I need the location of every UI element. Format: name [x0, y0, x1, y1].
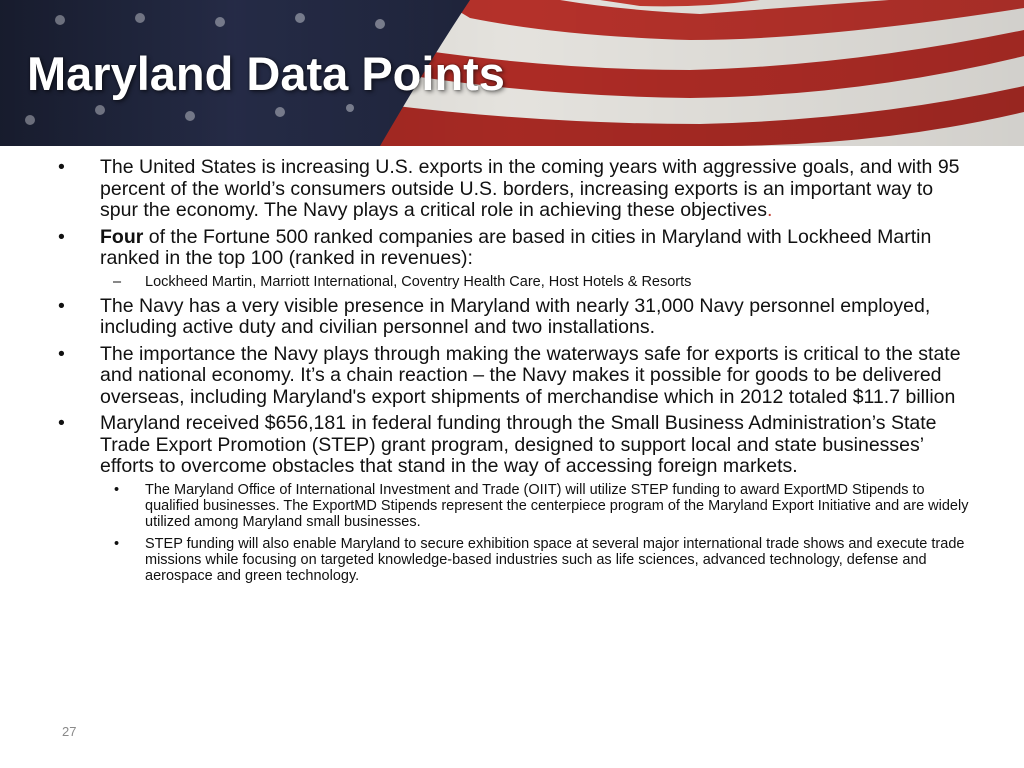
- sub-bullet-item: [54, 274, 969, 290]
- bullet-item: [54, 413, 969, 584]
- dash-marker: –: [113, 273, 122, 290]
- bullet-item: [54, 344, 969, 409]
- page-number: 27: [62, 724, 77, 739]
- bullet-text: of the Fortune 500 ranked companies are based in cities in Maryland with Lockheed Martin ranked in the top 100 (ranked in revenues):: [100, 225, 932, 269]
- sub-bullet-marker: •: [114, 481, 120, 498]
- bullet-marker: •: [58, 342, 65, 365]
- bullet-list: [54, 157, 969, 584]
- bullet-text-period: .: [766, 199, 773, 221]
- bullet-content: [54, 157, 969, 590]
- bullet-marker: •: [58, 412, 65, 434]
- bullet-text: The Navy has a very visible presence in Maryland with nearly 31,000 Navy personnel employed, including active duty and civilian personnel and two installations.: [100, 294, 931, 338]
- bullet-text: The United States is increasing U.S. exports in the coming years with aggressive goals, and with 95 percent of the world’s consumers outside U.S. borders, increasing exports is an important way to spur the economy. The Navy plays a critical role in achieving these objectives: [100, 156, 960, 221]
- slide-title: Maryland Data Points: [27, 47, 505, 100]
- sub-bullet-text: The Maryland Office of International Investment and Trade (OIIT) will utilize STEP funding to award ExportMD Stipends to qualified businesses. The ExportMD Stipends represent the centerpiece program of the Maryland Export Initiative and are widely utilized among Maryland small businesses.: [145, 481, 969, 530]
- bullet-marker: •: [58, 156, 65, 178]
- sub-bullet-item: [54, 536, 969, 584]
- sub-bullet-marker: •: [114, 535, 120, 552]
- bullet-marker: •: [58, 294, 65, 317]
- sub-bullet-text: Lockheed Martin, Marriott International, Coventry Health Care, Host Hotels & Resorts: [145, 273, 692, 290]
- bullet-item: [54, 157, 969, 222]
- bullet-text: The importance the Navy plays through making the waterways safe for exports is critical to the state and national economy. It’s a chain reaction – the Navy makes it possible for goods to be delivered overseas, including Maryland's export shipments of merchandise which in 2012 totaled $11.7 billion: [100, 342, 961, 408]
- sub-bullet-item: [54, 482, 969, 530]
- sub-bullet-text: STEP funding will also enable Maryland to secure exhibition space at several major international trade shows and execute trade missions while focusing on targeted knowledge-based industries such as life sciences, advanced technology, defense and aerospace and green technology.: [145, 535, 965, 584]
- bullet-bold-lead: Four: [100, 225, 144, 248]
- bullet-item: [54, 296, 969, 339]
- bullet-marker: •: [58, 225, 65, 248]
- bullet-item: [54, 227, 969, 290]
- flag-banner: [0, 0, 1024, 146]
- bullet-text: Maryland received $656,181 in federal funding through the Small Business Administration’s State Trade Export Promotion (STEP) grant program, designed to support local and state businesses’ efforts to overcome obstacles that stand in the way of accessing foreign markets.: [100, 412, 937, 477]
